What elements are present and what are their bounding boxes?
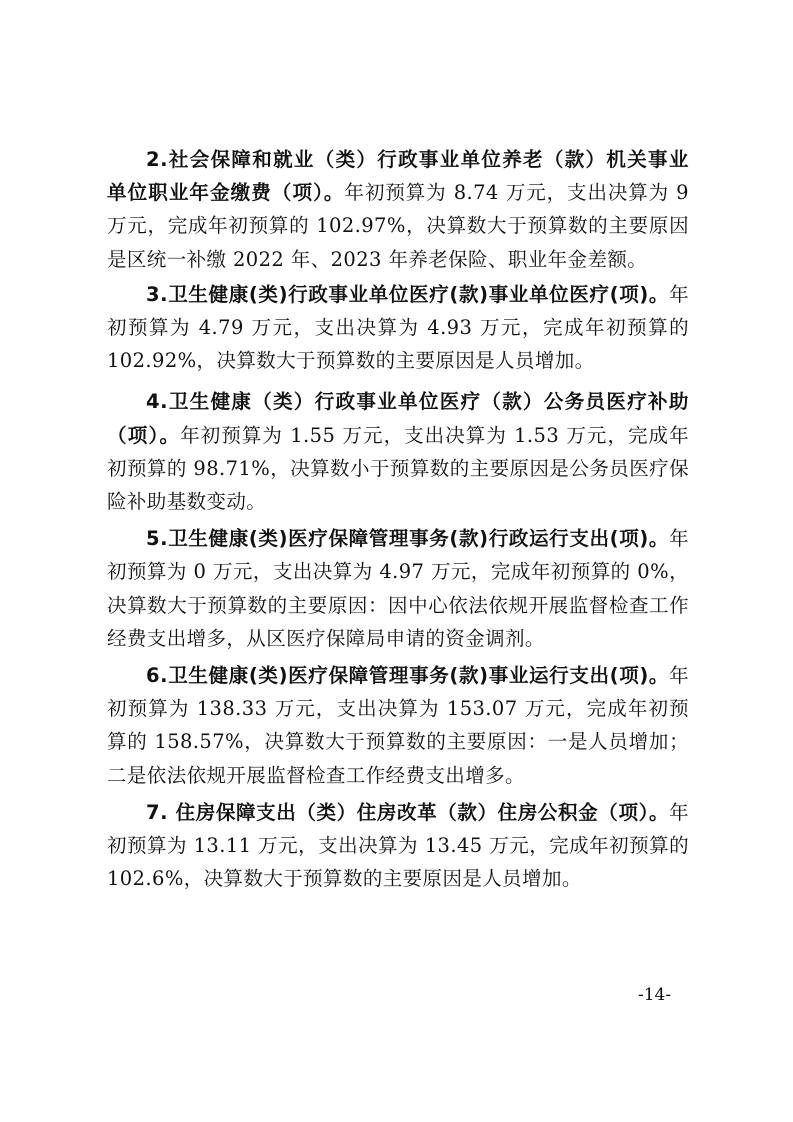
paragraph-item-7 (107, 796, 689, 896)
paragraph-heading: 5.卫生健康(类)医疗保障管理事务(款)行政运行支出(项)。 (146, 527, 670, 551)
paragraph-text: 年初预算为 4.79 万元，支出决算为 4.93 万元，完成年初预算的 102.92%，决算数大于预算数的主要原因是人员增加。 (107, 282, 689, 373)
page-number: -14- (638, 985, 672, 1005)
paragraph-item-4 (107, 385, 689, 518)
paragraph-heading: 7. 住房保障支出（类）住房改革（款）住房公积金（项）。 (146, 800, 670, 824)
paragraph-heading: 6.卫生健康(类)医疗保障管理事务(款)事业运行支出(项)。 (146, 664, 670, 688)
paragraph-item-5 (107, 522, 689, 655)
paragraph-text: 年初预算为 0 万元，支出决算为 4.97 万元，完成年初预算的 0%，决算数大于预算数的主要原因：因中心依法依规开展监督检查工作经费支出增多，从区医疗保障局申请的资金调剂。 (107, 527, 689, 650)
paragraph-text: 年初预算为 1.55 万元，支出决算为 1.53 万元，完成年初预算的 98.71%，决算数小于预算数的主要原因是公务员医疗保险补助基数变动。 (107, 423, 690, 514)
paragraph-text: 年初预算为 13.11 万元，支出决算为 13.45 万元，完成年初预算的 102.6%，决算数大于预算数的主要原因是人员增加。 (107, 800, 689, 891)
paragraph-text: 年初预算为 138.33 万元，支出决算为 153.07 万元，完成年初预算的 158.57%，决算数大于预算数的主要原因：一是人员增加；二是依法依规开展监督检查工作经费支出增多。 (107, 664, 689, 787)
paragraph-heading: 2.社会保障和就业（类）行政事业单位养老（款）机关事业单位职业年金缴费（项）。 (107, 148, 689, 205)
document-body (107, 143, 689, 895)
paragraph-item-6 (107, 659, 689, 792)
paragraph-heading: 4.卫生健康（类）行政事业单位医疗（款）公务员医疗补助（项）。 (107, 390, 689, 447)
paragraph-item-2 (107, 143, 689, 276)
paragraph-text: 年初预算为 8.74 万元，支出决算为 9 万元，完成年初预算的 102.97%，决算数大于预算数的主要原因是区统一补缴 2022 年、2023 年养老保险、职业年金差额。 (107, 181, 689, 271)
paragraph-item-3 (107, 278, 689, 378)
paragraph-heading: 3.卫生健康(类)行政事业单位医疗(款)事业单位医疗(项)。 (146, 282, 670, 306)
